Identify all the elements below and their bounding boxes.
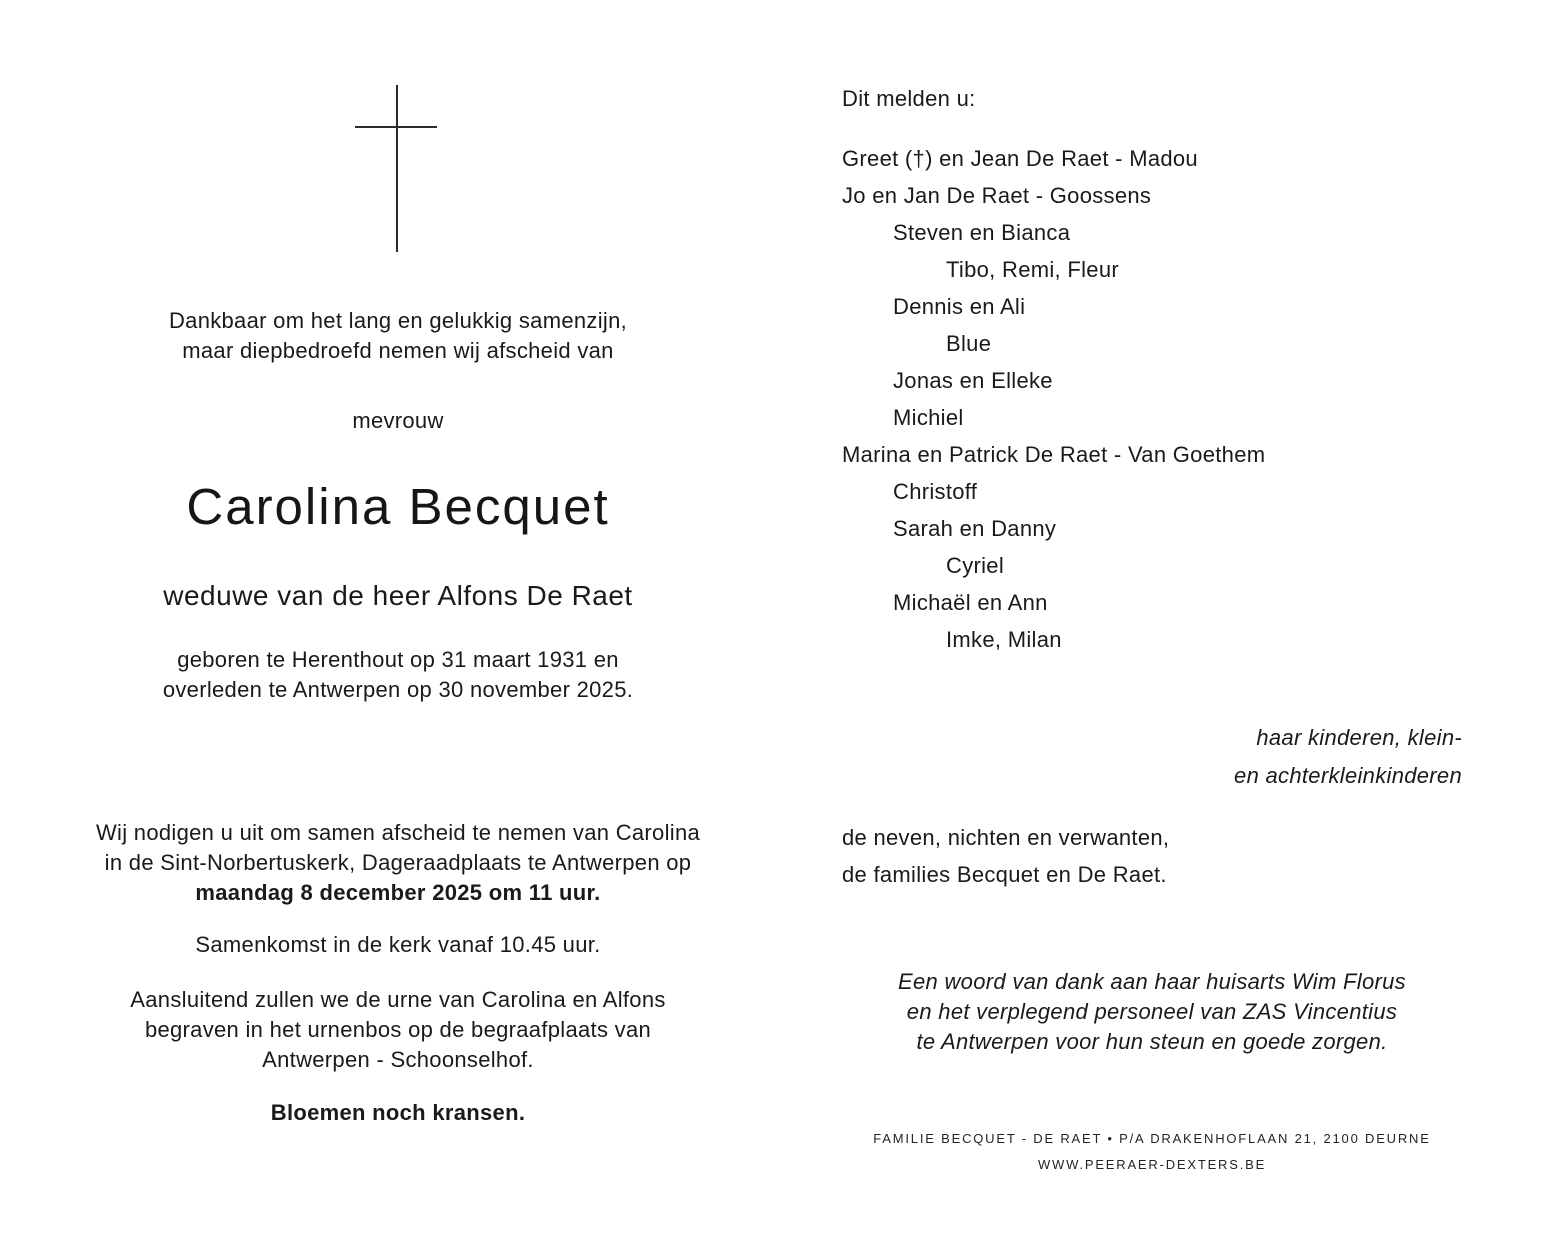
intro-text (60, 306, 736, 366)
relation-line-1: haar kinderen, klein- (1256, 725, 1462, 750)
family-member: Marina en Patrick De Raet - Van Goethem (842, 442, 1266, 467)
family-member: Michaël en Ann (893, 590, 1048, 615)
widow-line: weduwe van de heer Alfons De Raet (163, 580, 633, 611)
relatives-line-1: de neven, nichten en verwanten, (842, 825, 1170, 850)
flowers-note: Bloemen noch kransen. (270, 1100, 526, 1125)
footer (842, 1126, 1462, 1178)
thanks-line-1: Een woord van dank aan haar huisarts Wim Florus (898, 969, 1406, 994)
burial-info (60, 985, 736, 1075)
invitation-text (60, 818, 736, 908)
relation-note (842, 719, 1462, 795)
gathering-info: Samenkomst in de kerk vanaf 10.45 uur. (195, 932, 601, 957)
death-line: overleden te Antwerpen op 30 november 2025. (162, 677, 634, 702)
family-member: Jo en Jan De Raet - Goossens (842, 183, 1152, 208)
intro-line-2: maar diepbedroefd nemen wij afscheid van (182, 338, 614, 363)
family-list (842, 140, 1462, 658)
intro-line-1: Dankbaar om het lang en gelukkig samenzijn, (168, 308, 628, 333)
relatives-text (842, 819, 1462, 893)
birth-line: geboren te Herenthout op 31 maart 1931 en (177, 647, 619, 672)
family-member: Dennis en Ali (893, 294, 1026, 319)
deceased-name: Carolina Becquet (186, 478, 610, 535)
family-member: Sarah en Danny (893, 516, 1057, 541)
thanks-note (842, 967, 1462, 1057)
family-member: Imke, Milan (946, 627, 1062, 652)
salutation: mevrouw (352, 408, 444, 433)
cross-vertical-bar (396, 85, 398, 252)
family-member: Cyriel (946, 553, 1005, 578)
announcement-intro: Dit melden u: (842, 86, 976, 111)
footer-contact: FAMILIE BECQUET - DE RAET • P/A DRAKENHOFLAAN 21, 2100 DEURNE (873, 1131, 1431, 1146)
burial-line-3: Antwerpen - Schoonselhof. (262, 1047, 534, 1072)
family-member: Michiel (893, 405, 964, 430)
relation-line-2: en achterkleinkinderen (1234, 763, 1462, 788)
relatives-line-2: de families Becquet en De Raet. (842, 862, 1167, 887)
burial-line-2: begraven in het urnenbos op de begraafplaats van (144, 1017, 652, 1042)
family-member: Blue (946, 331, 992, 356)
family-member: Christoff (893, 479, 978, 504)
family-member: Jonas en Elleke (893, 368, 1053, 393)
latin-cross-icon (355, 85, 437, 252)
family-member: Steven en Bianca (893, 220, 1071, 245)
invitation-line-1: Wij nodigen u uit om samen afscheid te nemen van Carolina (95, 820, 701, 845)
thanks-line-2: en het verplegend personeel van ZAS Vincentius (906, 999, 1398, 1024)
family-member: Greet (†) en Jean De Raet - Madou (842, 146, 1198, 171)
ceremony-datetime: maandag 8 december 2025 om 11 uur. (195, 880, 601, 905)
footer-website: WWW.PEERAER-DEXTERS.BE (1037, 1157, 1267, 1172)
thanks-line-3: te Antwerpen voor hun steun en goede zorgen. (916, 1029, 1388, 1054)
burial-line-1: Aansluitend zullen we de urne van Carolina en Alfons (130, 987, 666, 1012)
cross-horizontal-bar (355, 126, 437, 128)
invitation-line-2: in de Sint-Norbertuskerk, Dageraadplaats te Antwerpen op (104, 850, 692, 875)
life-dates (60, 645, 736, 705)
family-member: Tibo, Remi, Fleur (946, 257, 1119, 282)
